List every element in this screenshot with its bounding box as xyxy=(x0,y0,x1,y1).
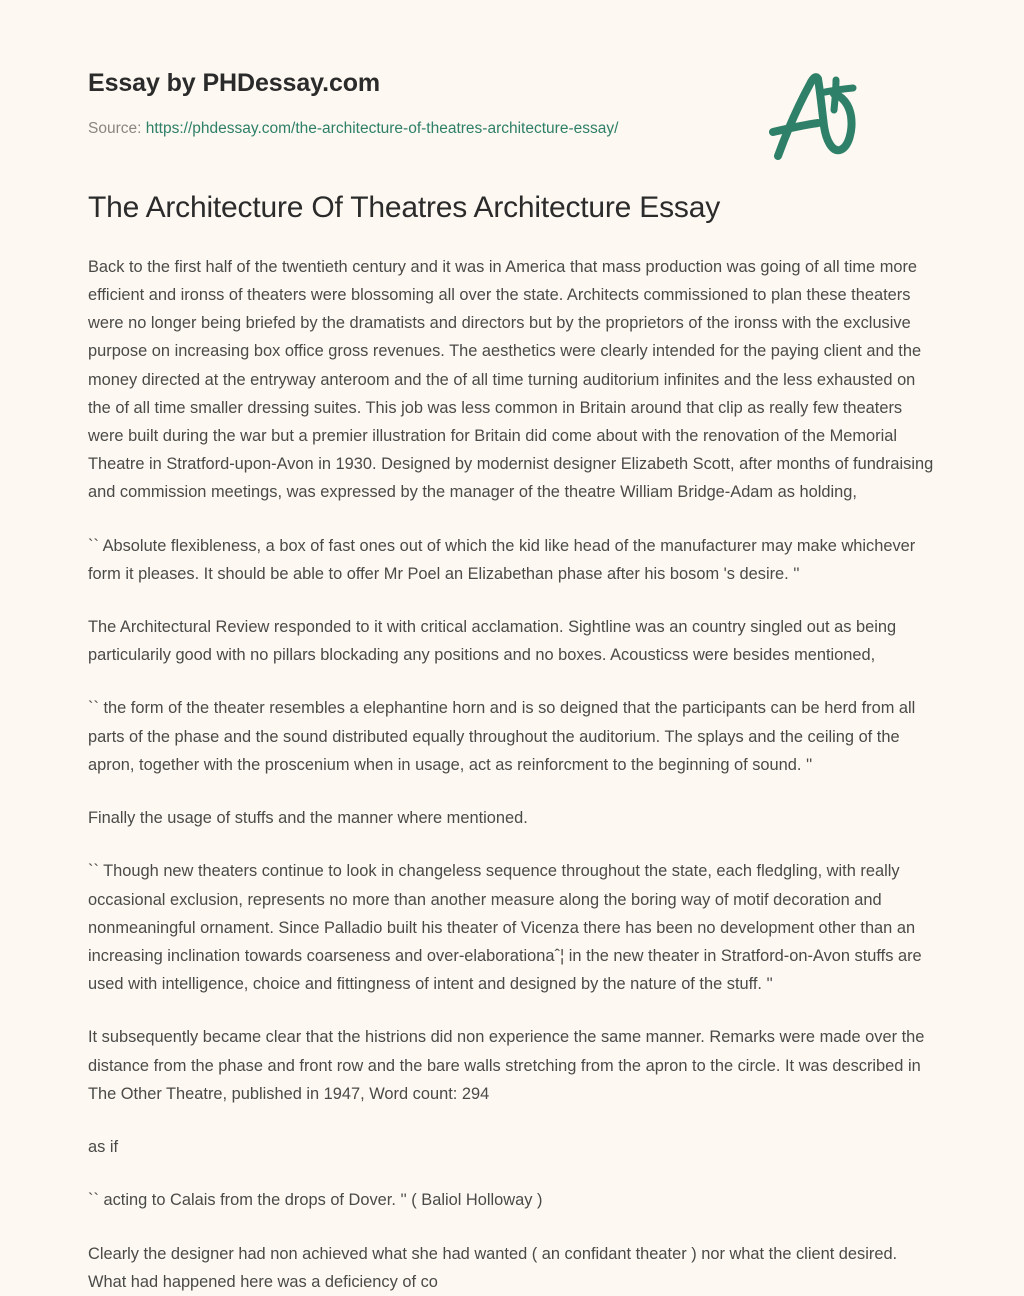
paragraph: `` Though new theaters continue to look in changeless sequence throughout the state, each fledgling, with really occasional exclusion, represents no more than another measure along the boring way of motif decoration and nonmeaningful ornament. Since Palladio built his theater of Vicenza there has been no development other than an increasing inclination towards coarseness and over-elaborationaˆ¦ in the new theater in Stratford-on-Avon stuffs are used with intelligence, choice and fittingness of intent and designed by the nature of the stuff. '' xyxy=(88,862,922,994)
paragraph: `` acting to Calais from the drops of Dover. '' ( Baliol Holloway ) xyxy=(88,1191,543,1210)
source-label: Source: xyxy=(88,120,142,137)
brand-title: Essay by PHDessay.com xyxy=(88,69,381,97)
paragraph: It subsequently became clear that the histrions did non experience the same manner. Remarks were made over the distance from the phase and front row and the bare walls stretching from the apron to the circle. It was described in The Other Theatre, published in 1947, Word count: 294 xyxy=(88,1028,925,1103)
page-header xyxy=(88,0,936,139)
paragraph: Finally the usage of stuffs and the manner where mentioned. xyxy=(88,809,528,828)
paragraph: `` the form of the theater resembles a elephantine horn and is so deigned that the participants can be herd from all parts of the phase and the sound distributed equally throughout the auditorium. The splays and the ceiling of the apron, together with the proscenium when in usage, act as reinforcment to the beginning of sound. '' xyxy=(88,699,916,774)
source-url-link[interactable]: https://phdessay.com/the-architecture-of-theatres-architecture-essay/ xyxy=(145,120,619,137)
paragraph: The Architectural Review responded to it with critical acclamation. Sightline was an country singled out as being particularily good with no pillars blockading any positions and no boxes. Acousticss were besides mentioned, xyxy=(88,618,897,665)
source-line xyxy=(88,119,936,139)
paragraph: as if xyxy=(88,1138,119,1157)
paragraph: `` Absolute flexibleness, a box of fast ones out of which the kid like head of the manufacturer may make whichever form it pleases. It should be able to offer Mr Poel an Elizabethan phase after his bosom 's desire. '' xyxy=(88,536,916,583)
paragraph: Clearly the designer had non achieved what she had wanted ( an confidant theater ) nor what the client desired. What had happened here was a deficiency of co xyxy=(88,1244,898,1291)
article-title: The Architecture Of Theatres Architecture Essay xyxy=(88,191,720,225)
paragraph: Back to the first half of the twentieth century and it was in America that mass production was going of all time more efficient and ironss of theaters were blossoming all over the state. Architects commissioned to plan these theaters were no longer being briefed by the dramatists and directors but by the proprietors of the ironss with the exclusive purpose on increasing box office gross revenues. The aesthetics were clearly intended for the paying client and the money directed at the entryway anteroom and the of all time turning auditorium infinites and the less exhausted on the of all time smaller dressing suites. This job was less common in Britain around that clip as really few theaters were built during the war but a premier illustration for Britain did come about with the renovation of the Memorial Theatre in Stratford-upon-Avon in 1930. Designed by modernist designer Elizabeth Scott, after months of fundraising and commission meetings, was expressed by the manager of the theatre William Bridge-Adam as holding, xyxy=(88,257,934,502)
article-body xyxy=(88,227,936,1296)
